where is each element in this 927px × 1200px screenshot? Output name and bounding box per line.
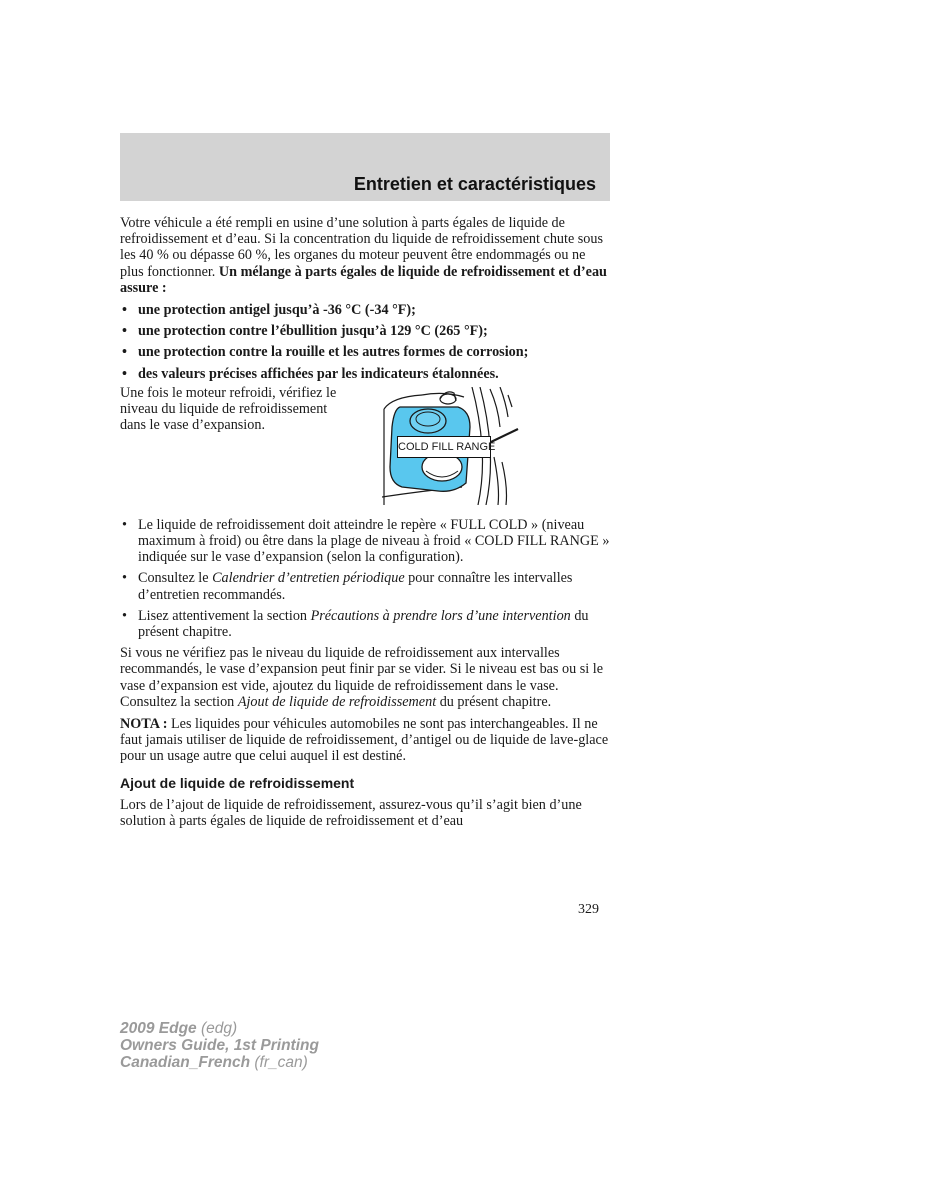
list-item: • une protection antigel jusqu’à -36 °C (-34 °F);	[120, 302, 612, 318]
list-item	[120, 608, 612, 640]
list-item-text: Consultez le	[138, 570, 213, 587]
intro-text: Votre véhicule a été rempli en usine d’une solution à parts égales de liquide de refroidissement et d’eau. Si la concentration du liquide de refroidissement chute sous les 40 % ou dépasse 60 %, les organes du moteur peuvent être endommagés ou ne plus fonctionner.	[120, 215, 604, 280]
note-text: Les liquides pour véhicules automobiles ne sont pas interchangeables. Il ne faut jamais utiliser de liquide de refroidissement, d’antigel ou de liquide de lave-glace pour un usage autre que celui auquel il est destiné.	[120, 716, 609, 765]
cross-reference: Calendrier d’entretien périodique	[212, 570, 405, 587]
list-item-text: du présent chapitre.	[138, 607, 589, 641]
footer-line-2: Owners Guide, 1st Printing	[120, 1037, 319, 1054]
footer-text: (edg)	[196, 1020, 238, 1037]
section-title: Entretien et caractéristiques	[353, 174, 596, 194]
paragraph-text: du présent chapitre.	[436, 693, 552, 710]
document-footer	[120, 1020, 319, 1071]
level-check-paragraph	[120, 645, 612, 710]
adding-coolant-paragraph: Lors de l’ajout de liquide de refroidissement, assurez-vous qu’il s’agit bien d’une solution à parts égales de liquide de refroidissement et d’eau	[120, 796, 582, 830]
note-label: NOTA :	[120, 716, 168, 733]
list-item	[120, 517, 612, 566]
footer-line-1	[120, 1020, 319, 1037]
intro-bold-text: Un mélange à parts égales de liquide de refroidissement et d’eau assure :	[120, 263, 607, 296]
list-item	[120, 570, 612, 602]
page-number: 329	[578, 902, 599, 917]
footer-text: (fr_can)	[250, 1054, 308, 1071]
cross-reference: Ajout de liquide de refroidissement	[237, 693, 437, 710]
list-item: • une protection contre l’ébullition jusqu’à 129 °C (265 °F);	[120, 323, 612, 339]
note-paragraph	[120, 716, 612, 765]
intro-paragraph	[120, 215, 612, 296]
list-item-text: Lisez attentivement la section	[138, 607, 311, 624]
list-item-text: pour connaître les intervalles d’entretien recommandés.	[138, 570, 573, 603]
footer-text: Canadian_French	[120, 1054, 251, 1071]
protection-list	[120, 302, 612, 382]
page-body	[120, 215, 612, 835]
list-item: • des valeurs précises affichées par les indicateurs étalonnées.	[120, 366, 612, 382]
cold-fill-range-label: COLD FILL RANGE	[397, 436, 491, 458]
cross-reference: Précautions à prendre lors d’une intervention	[310, 607, 571, 624]
figure-caption-text: Une fois le moteur refroidi, vérifiez le niveau du liquide de refroidissement dans le vase d’expansion.	[120, 384, 337, 434]
list-item: • une protection contre la rouille et les autres formes de corrosion;	[120, 344, 612, 360]
figure-row	[120, 384, 612, 509]
subheading: Ajout de liquide de refroidissement	[120, 774, 355, 791]
footer-text: 2009 Edge	[120, 1020, 197, 1037]
footer-line-3	[120, 1054, 319, 1071]
paragraph-text: Si vous ne vérifiez pas le niveau du liquide de refroidissement aux intervalles recommandés, le vase d’expansion peut finir par se vider. Si le niveau est bas ou si le vase d’expansion est vide, ajoutez du liquide de refroidissement dans le vase. Consultez la section	[120, 645, 604, 710]
section-header-band	[120, 133, 610, 201]
check-list	[120, 517, 612, 640]
list-item-text: Le liquide de refroidissement doit atteindre le repère « FULL COLD » (niveau maximum à froid) ou être dans la plage de niveau à froid « COLD FILL RANGE » indiquée sur le vase d’expansion (selon la configuration).	[138, 516, 610, 566]
